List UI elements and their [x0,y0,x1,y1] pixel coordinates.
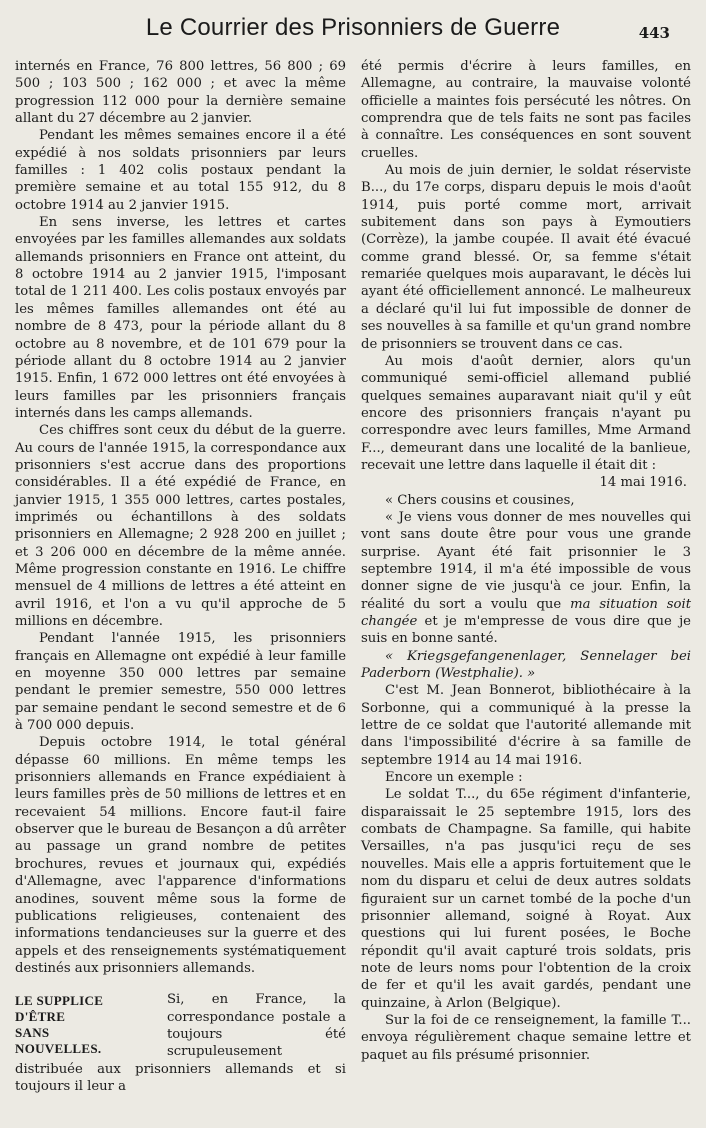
right-column [361,58,691,1064]
paragraph: En sens inverse, les lettres et cartes envoyées par les familles allemandes aux soldats allemands prisonniers en France ont atteint, du 8 octobre 1914 au 2 janvier 1915, l'imposant total de 1 211 400. Les colis postaux envoyés par les mêmes familles allemandes ont été au nombre de 8 473, pour la période allant du 8 octobre au 8 novembre, et de 101 679 pour la période allant du 8 octobre 1914 au 2 janvier 1915. Enfin, 1 672 000 lettres ont été envoyées à leurs familles par les prisonniers français internés dans les camps allemands. [15,215,346,421]
letter-text: « Je viens vous donner de mes nouvelles qui vont sans doute être pour vous une grande surprise. Ayant été fait prisonnier le 3 septembre 1914, il m'a été impossible de vous donner signe de vie jusqu'à ce jour. Enfin, la réalité du sort a voulu que [361,509,691,612]
paragraph: Ces chiffres sont ceux du début de la guerre. Au cours de l'année 1915, la correspondance aux prisonniers s'est accrue dans des proportions considérables. Il a été expédié de France, en janvier 1915, 1 355 000 lettres, cartes postales, imprimés ou échantillons à des soldats prisonniers en Allemagne; 2 928 200 en juillet ; et 3 206 000 en décembre de la même année. Même progression constante en 1916. Le chiffre mensuel de 4 millions de lettres a été atteint en avril 1916, et l'on a vu qu'il approche de 5 millions en décembre. [15,423,346,629]
side-title-line: LE SUPPLICE [15,993,104,1009]
paragraph: Depuis octobre 1914, le total général dépasse 60 millions. En même temps les prisonniers allemands en France expédiaient à leurs familles près de 50 millions de lettres et en recevaient 54 millions. Encore faut-il faire observer que le bureau de Besançon a dû arrêter au passage un grand nombre de petites brochures, revues et journaux qui, expédiés d'Allemagne, avec l'apparence d'informations anodines, souvent même sous la forme de publications religieuses, contenaient des informations tendancieuses sur la guerre et des appels et des renseignements systématiquement destinés aux prisonniers allemands. [15,735,346,976]
paragraph: été permis d'écrire à leurs familles, en Allemagne, au contraire, la mauvaise volonté officielle a maintes fois persécuté les nôtres. On comprendra que de tels faits ne sont pas faciles à connaître. Les conséquences en sont souvent cruelles. [361,59,691,161]
paragraph: Encore un exemple : [385,770,523,786]
side-title-line: SANS [15,1025,50,1041]
paragraph: Au mois de juin dernier, le soldat réserviste B..., du 17e corps, disparu depuis le mois d'août 1914, puis porté comme mort, arrivait subitement dans son pays à Eymoutiers (Corrèze), la jambe coupée. Il avait été évacué comme grand blessé. Or, sa femme s'était remariée quelques mois auparavant, le décès lui ayant été officiellement annoncé. Le malheureux a déclaré qu'il lui fut impossible de donner de ses nouvelles à sa famille et qu'un grand nombre de prisonniers se trouvent dans ce cas. [361,163,691,352]
left-column [15,58,346,1095]
paragraph: Pendant l'année 1915, les prisonniers français en Allemagne ont expédié à leur famille en moyenne 350 000 lettres par semaine pendant le premier semestre, 550 000 lettres par semaine pendant le second semestre et de 6 à 700 000 depuis. [15,631,346,734]
running-header [0,14,706,50]
side-title-line: NOUVELLES. [15,1041,102,1057]
section-side-title [15,993,155,1057]
journal-title: Le Courrier des Prisonniers de Guerre [145,14,561,41]
letter-body [361,509,691,648]
letter-date: 14 mai 1916. [599,475,687,491]
paragraph: Sur la foi de ce renseignement, la famille T... envoya régulièrement chaque semaine lettre et paquet au fils présumé prisonnier. [361,1012,691,1063]
letter-address-text: « Kriegsgefangenenlager, Sennelager bei Paderborn (Westphalie). » [361,648,691,682]
letter-greeting: « Chers cousins et cousines, [385,492,575,508]
letter-address [361,648,691,683]
paragraph: Le soldat T..., du 65e régiment d'infanterie, disparaissait le 25 septembre 1915, lors des combats de Champagne. Sa famille, qui habite Versailles, n'a pas jusqu'ici reçu de ses nouvelles. Mais elle a appris fortuitement que le nom du disparu et celui de deux autres soldats figuraient sur un carnet tombé de la poche d'un prisonnier allemand, soigné à Royat. Aux questions qui lui furent posées, le Boche répondit qu'il avait capturé trois soldats, pris note de leurs noms pour l'obtention de la croix de fer et qu'il les avait gardés, pendant une quinzaine, à Arlon (Belgique). [361,787,691,1011]
paragraph: C'est M. Jean Bonnerot, bibliothécaire à la Sorbonne, qui a communiqué à la presse la lettre de ce soldat que l'autorité allemande mit dans l'impossibilité d'écrire à sa famille de septembre 1914 au 14 mai 1916. [361,683,691,768]
section-paragraph: Si, en France, la correspondance postale a toujours été scrupuleusement distribuée aux prisonniers allemands et si toujours il leur a [15,992,346,1094]
letter-emphasis: ma situation soit changée [361,596,691,629]
page-number: 443 [638,24,670,42]
paragraph: internés en France, 76 800 lettres, 56 800 ; 69 500 ; 103 500 ; 162 000 ; et avec la même progression 112 000 pour la dernière semaine allant du 27 décembre au 2 janvier. [15,59,346,127]
letter-text: et je m'empresse de vous dire que je suis en bonne santé. [361,614,691,647]
paragraph: Pendant les mêmes semaines encore il a été expédié à nos soldats prisonniers par leurs familles : 1 402 colis postaux pendant la première semaine et au total 155 912, du 8 octobre 1914 au 2 janvier 1915. [15,128,346,213]
side-title-line: D'ÊTRE [15,1009,66,1025]
paragraph: Au mois d'août dernier, alors qu'un communiqué semi-officiel allemand publié quelques semaines auparavant niait qu'il y eût encore des prisonniers français n'ayant pu correspondre avec leurs familles, Mme Armand F..., demeurant dans une localité de la banlieue, recevait une lettre dans laquelle il était dit : [361,353,691,473]
